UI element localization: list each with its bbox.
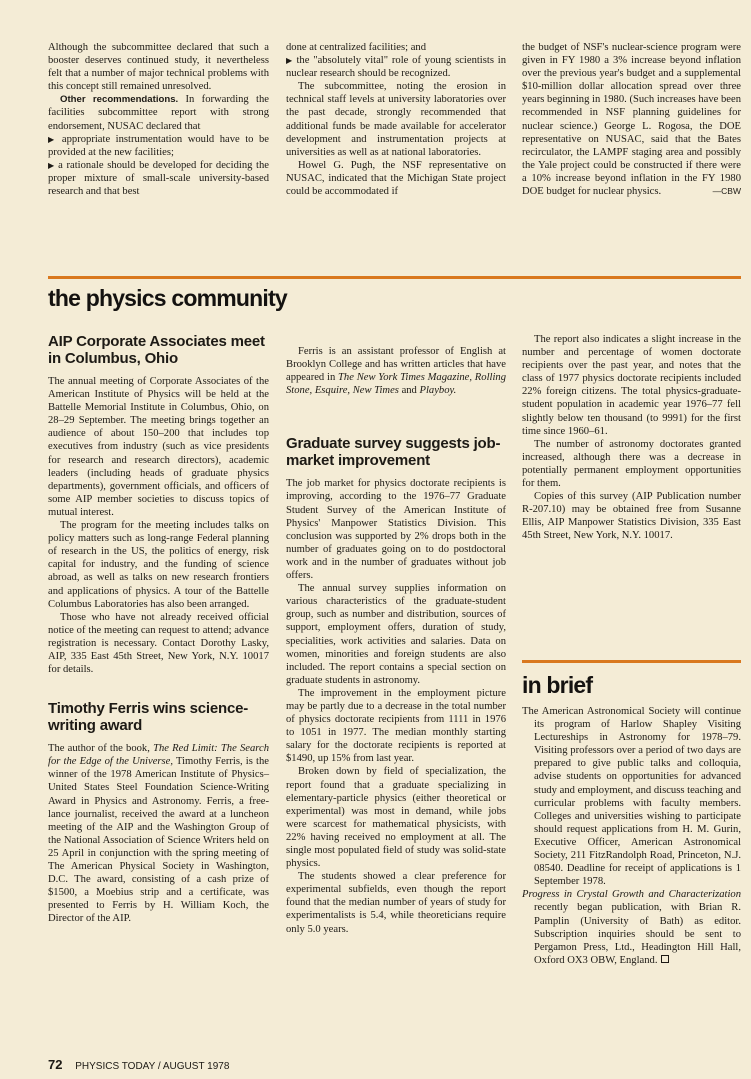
lower-column-2 xyxy=(286,333,506,936)
top-column-3 xyxy=(522,41,741,198)
paragraph: The subcommittee, noting the erosion in technical staff levels at university laboratories over the past decade, strongly recommended that additional funds be made available for accelerator development and instrumentation projects at universities as well as at national laboratories. xyxy=(286,81,506,158)
paragraph: The program for the meeting includes talks on policy matters such as long-range Federal planning of research in the US, the politics of energy, risk capital for industry, and the funding of science abroad, as well as talks on new research frontiers and applications of physics. A tour of the Battelle Columbus Laboratories has also been arranged. xyxy=(48,520,269,610)
inbrief-title: in brief xyxy=(522,672,593,698)
paragraph: The job market for physics doctorate recipients is improving, according to the 1976–77 Graduate Student Survey of the American Institute of Physics' Manpower Statistics Division. This conclusion was supported by 2% drops both in the number of graduates going on to do postdoctoral work and in the number of graduates without job offers. xyxy=(286,478,506,582)
paragraph: The annual survey supplies information on various characteristics of the graduate-student group, such as number and distribution, sources of support, employment offers, duration of study, specialities, work activities and salaries. Data on women, minorities and foreign students are also included. The report contains a special section on graduate students in astronomy. xyxy=(286,583,506,686)
paragraph: done at centralized facilities; and xyxy=(286,42,427,53)
author-sign: —CBW xyxy=(712,186,741,197)
book-title: The Red Limit: The Search for the Edge of the Universe, xyxy=(48,743,269,768)
paragraph: The number of astronomy doctorates granted increased, although there was a decrease in potentially permanent employment opportunities for them. xyxy=(522,438,741,490)
publication-name: Playboy. xyxy=(419,385,457,397)
paragraph: Although the subcommittee declared that such a booster deserves continued study, it nevertheless felt that a number of major technical problems with this concept still remained unresolved. xyxy=(48,42,269,93)
run-in-head: Other recommendations. xyxy=(60,94,179,106)
headline-aip: AIP Corporate Associates meet in Columbus, Ohio xyxy=(48,333,265,367)
journal-issue: PHYSICS TODAY / AUGUST 1978 xyxy=(75,1061,230,1072)
top-column-1 xyxy=(48,41,269,198)
section-title: the physics community xyxy=(48,285,287,311)
section-rule xyxy=(48,276,741,279)
paragraph-text: In forwarding the facilities subcommittee report with strong endorsement, NUSAC declared that xyxy=(48,94,269,132)
page-number: 72 xyxy=(48,1057,63,1072)
brief-item: Progress in Crystal Growth and Characterization recently began publication, with Brian R. Pamplin (University of Bath) as editor. Subscription inquiries should be sent to Pergamon Press, Ltd., Headington Hill Hall, Oxford OX3 OBW, England. xyxy=(522,889,741,966)
bullet-item: ▶ a rationale should be developed for deciding the proper mixture of small-scale university-based research and that best xyxy=(48,159,269,198)
paragraph: The annual meeting of Corporate Associates of the American Institute of Physics will be held at the Battelle Memorial Institute in Columbus, Ohio, on 28–29 September. The meeting brings together an audience of about 150–200 that includes top executives from industry (such as vice presidents for research and research directors), academic leaders (including heads of graduate physics departments), government officials, and officers of some AIP member societies to discuss topics of mutual interest. xyxy=(48,376,269,518)
paragraph xyxy=(48,93,269,132)
inbrief-column xyxy=(522,705,741,967)
brief-item: The American Astronomical Society will continue its program of Harlow Shapley Visiting Lectureships in Astronomy for 1978–79. Visiting professors over a period of two days are prepared to give public talks and colloquia, advise students on opportunities for advanced study and employment, and discuss teaching and curricular problems with faculty members. Colleges and universities wishing to participate should request applications from H. M. Gurin, Executive Officer, American Astronomical Society, 211 FitzRandolph Road, Princeton, N.J. 08540. Deadline for receipt of applications is 1 September 1978. xyxy=(522,706,741,888)
headline-ferris: Timothy Ferris wins science-writing award xyxy=(48,700,249,735)
paragraph: The report also indicates a slight increase in the number and percentage of women doctorate recipients over the past year, and notes that the class of 1977 physics doctorate recipients included 22% foreign citizens. The total physics-graduate-student population in academic year 1976–77 fell slightly below ten thousand (to 9991) for the first time since 1960–61. xyxy=(522,334,741,437)
paragraph: Copies of this survey (AIP Publication number R-207.10) may be obtained free from Susanne Ellis, AIP Manpower Statistics Division, 335 East 45th Street, New York, N.Y. 10017. xyxy=(522,491,741,542)
journal-name: Progress in Crystal Growth and Characterization xyxy=(522,889,741,901)
bullet-item: ▶ the "absolutely vital" role of young scientists in nuclear research should be recognized. xyxy=(286,54,506,80)
paragraph: Howel G. Pugh, the NSF representative on NUSAC, indicated that the Michigan State project could be accommodated if xyxy=(286,159,506,198)
page-footer xyxy=(48,1057,229,1072)
lower-column-1 xyxy=(48,333,269,925)
top-column-2 xyxy=(286,41,506,198)
paragraph: Broken down by field of specialization, the report found that a graduate specializing in elementary-particle physics (either theoretical or experimental) was most in demand, while jobs were scarcest for mathematical physicists, with 22% having received no employment at all. The single most populated field of study was solid-state physics. xyxy=(286,766,506,870)
paragraph: The author of the book, The Red Limit: The Search for the Edge of the Universe, Timothy Ferris, is the winner of the 1978 American Institute of Physics–United States Steel Foundation Science-Writing Award in Physics and Astronomy. Ferris, a free-lance journalist, received the award at a luncheon meeting of the AIP and the Washington Group of the National Association of Science Writers held on 25 April in conjunction with the spring meeting of The American Physical Society in Washington, D.C. The award, consisting of a cash prize of $1500, a Moebius strip and a certificate, was presented to Ferris by H. William Koch, the Director of the AIP. xyxy=(48,743,269,925)
paragraph: The students showed a clear preference for experimental subfields, even though the report found that the median number of years of study for experimentalists is 5.4, while theoreticians require only 5.0 years. xyxy=(286,871,506,935)
publication-names: The New York Times Magazine, Rolling Stone, Esquire, New Times xyxy=(286,372,506,397)
paragraph: the budget of NSF's nuclear-science program were given in FY 1980 a 3% increase beyond inflation over the previous year's budget and a supplemental $10-million dollar allocation spread over three years beginning in 1980. (Such increases have been recommended in NSF planning guidelines for nuclear science.) George L. Rogosa, the DOE representative on NUSAC, said that the Bates recirculator, the LAMPF staging area and possibly the Yale project could be constructed if there were a 10% increase beyond inflation in the FY 1980 DOE budget for nuclear physics. —CBW xyxy=(522,42,741,198)
paragraph: Ferris is an assistant professor of English at Brooklyn College and has written articles that have appeared in The New York Times Magazine, Rolling Stone, Esquire, New Times and Playboy. xyxy=(286,346,506,397)
headline-grad-survey: Graduate survey suggests job-market improvement xyxy=(286,435,501,470)
paragraph: The improvement in the employment picture may be partly due to a decrease in the total number of physics doctorate recipients from 1111 in 1976 to 1051 in 1977. The median monthly starting salary for the doctorate recipients is reported at $1490, up 15% from last year. xyxy=(286,687,506,765)
lower-column-3 xyxy=(522,333,741,543)
end-square-icon xyxy=(661,955,669,963)
inbrief-rule xyxy=(522,660,741,663)
paragraph: Those who have not already received official notice of the meeting can request to attend; advance registration is necessary. Contact Dorothy Lasky, AIP, 335 East 45th Street, New York, N.Y. 10017 for details. xyxy=(48,611,269,676)
bullet-item: ▶ appropriate instrumentation would have to be provided at the new facilities; xyxy=(48,133,269,159)
